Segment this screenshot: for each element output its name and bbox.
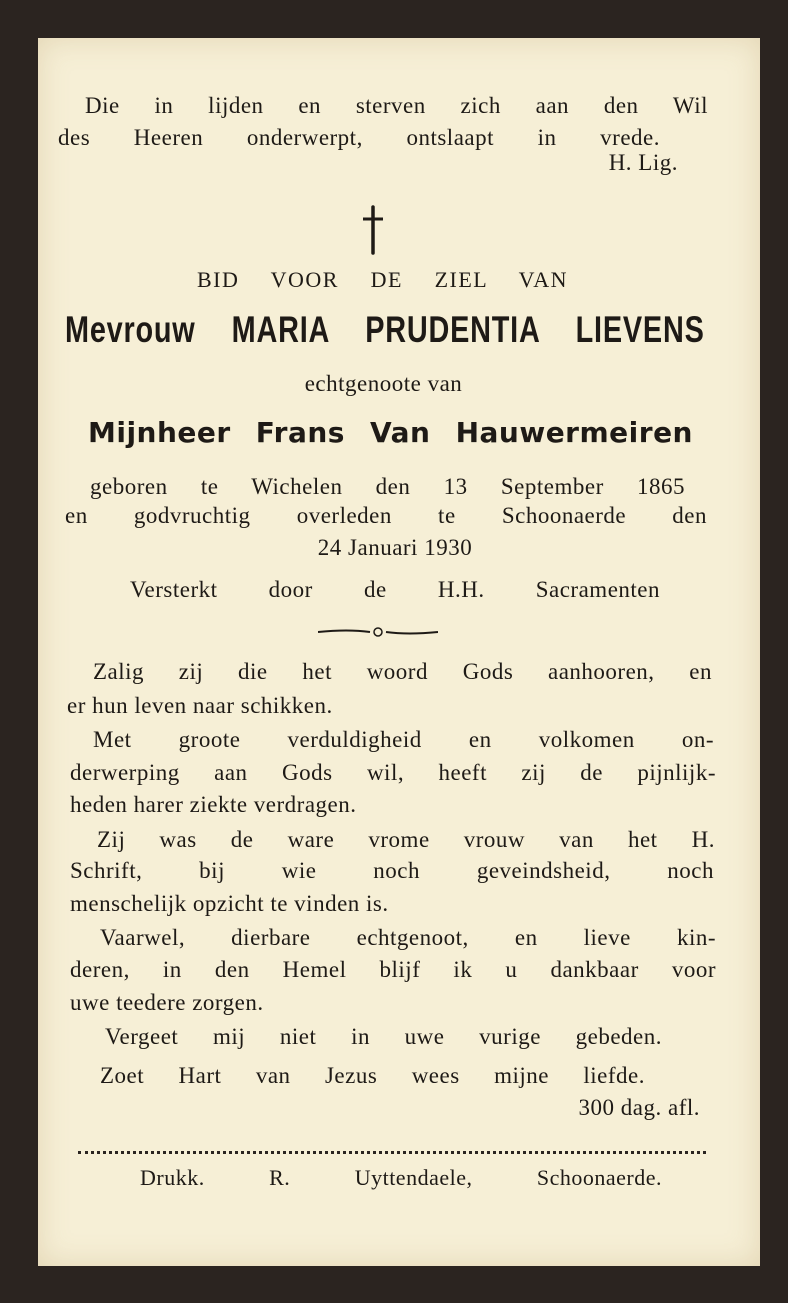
- death-date: 24 Januari 1930: [317, 535, 473, 560]
- body-line: Vergeet mij niet in uwe vurige gebeden.: [105, 1024, 662, 1049]
- body-line: Zij was de ware vrome vrouw van het H.: [97, 827, 715, 852]
- body-line: derwerping aan Gods wil, heeft zij de pijnlijk-: [70, 760, 716, 785]
- cross-icon: [360, 205, 386, 255]
- body-line: Zoet Hart van Jezus wees mijne liefde.: [100, 1063, 645, 1088]
- body-line: Schrift, bij wie noch geveindsheid, noch: [70, 858, 714, 883]
- spouse-name: Mijnheer Frans Van Hauwermeiren: [88, 416, 693, 449]
- birth-line: geboren te Wichelen den 13 September 1865: [90, 474, 685, 499]
- body-line: Met groote verduldigheid en volkomen on-: [93, 727, 714, 752]
- epigraph-line: des Heeren onderwerpt, ontslaapt in vrede.: [58, 125, 660, 150]
- body-line: uwe teedere zorgen.: [70, 990, 264, 1015]
- ornament-divider-icon: [318, 624, 438, 640]
- body-line: Zalig zij die het woord Gods aanhooren, en: [93, 659, 712, 684]
- epigraph-line: Die in lijden en sterven zich aan den Wil: [85, 93, 708, 118]
- indulgence-text: 300 dag. afl.: [578, 1095, 700, 1120]
- body-line: deren, in den Hemel blijf ik u dankbaar voor: [70, 957, 716, 982]
- printer-credit: Drukk. R. Uyttendaele, Schoonaerde.: [140, 1165, 662, 1190]
- epigraph-source: H. Lig.: [608, 150, 678, 175]
- deceased-name: Mevrouw MARIA PRUDENTIA LIEVENS: [65, 309, 705, 350]
- body-line: Vaarwel, dierbare echtgenoot, en lieve kin-: [100, 925, 716, 950]
- body-line: er hun leven naar schikken.: [67, 693, 333, 718]
- body-line: heden harer ziekte verdragen.: [70, 792, 357, 817]
- sacraments-line: Versterkt door de H.H. Sacramenten: [130, 577, 660, 602]
- relation-text: echtgenoote van: [304, 371, 463, 396]
- dotted-divider: [78, 1151, 706, 1154]
- death-line: en godvruchtig overleden te Schoonaerde den: [65, 503, 707, 528]
- pray-for-heading: BID VOOR DE ZIEL VAN: [197, 267, 568, 292]
- body-line: menschelijk opzicht te vinden is.: [70, 891, 389, 916]
